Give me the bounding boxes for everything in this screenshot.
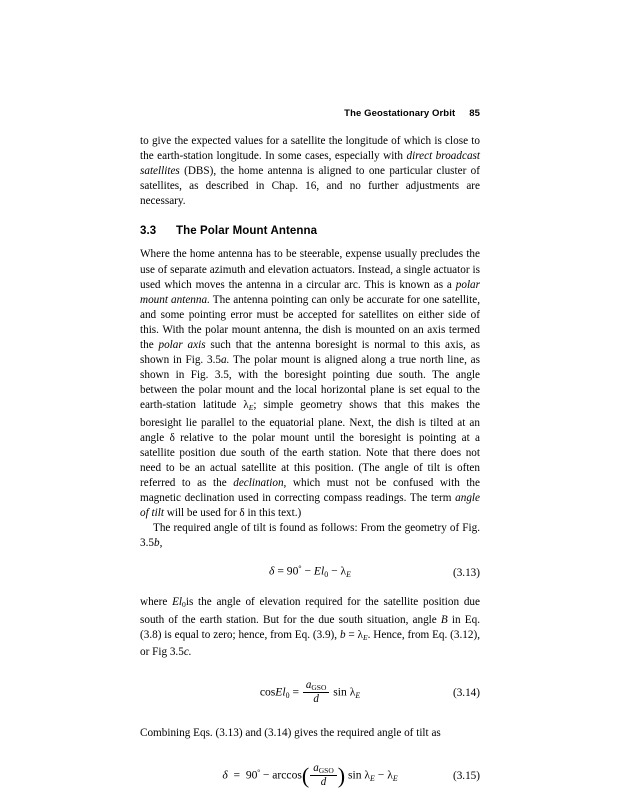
eq13-lambda-sub: E — [346, 570, 351, 580]
eq13-el-sub: 0 — [324, 570, 329, 580]
para2-text-c: such that the antenna boresight is normal to this axis, as shown in Fig. 3.5 — [140, 339, 481, 367]
para3-text-a: The required angle of tilt is found as follows: From the geometry of Fig. 3.5 — [140, 522, 480, 550]
eq13-delta: δ — [269, 565, 275, 579]
equation-3-15-number: (3.15) — [452, 770, 480, 783]
eq15-sin: sin — [347, 768, 362, 782]
eq15-arccos: arccos — [272, 768, 302, 782]
equation-3-14-body — [140, 680, 480, 706]
para2-emph-3: a. — [221, 354, 230, 367]
para4-text-e: . Hence, from Eq. (3.12), or Fig 3.5 — [140, 628, 480, 658]
para2-text-f: which must not be confused with the magnetic declination used in correcting compass readings. The term — [140, 477, 480, 505]
para4-emph-3: b — [339, 628, 346, 641]
paragraph-required-tilt — [140, 521, 480, 551]
eq14-el-sub: 0 — [285, 691, 290, 700]
equation-3-14 — [140, 680, 480, 706]
eq13-value-90: 90 — [286, 565, 299, 579]
eq13-el: El — [313, 565, 325, 579]
eq14-sin: sin — [333, 685, 347, 699]
eq15-value-90: 90 — [245, 768, 258, 782]
para2-emph-2: polar axis — [158, 339, 206, 352]
eq14-equals: = — [292, 685, 299, 699]
eq13-minus-1: − — [304, 565, 311, 579]
eq15-lambda-1: λ — [364, 768, 371, 782]
paragraph-elevation-note — [140, 595, 480, 660]
eq15-frac-num-a: a — [313, 762, 319, 775]
equation-3-13-body — [140, 564, 480, 579]
para4-text-a: where — [140, 596, 173, 609]
eq13-minus-2: − — [331, 565, 338, 579]
para4-sub-1: 0 — [182, 600, 186, 610]
para2-emph-5: angle of tilt — [140, 492, 480, 520]
eq14-el: El — [275, 685, 286, 699]
equation-3-15-body — [140, 763, 480, 789]
para2-text-g: will be used for δ in this text.) — [163, 507, 302, 520]
eq15-lambda-2-sub: E — [392, 774, 398, 784]
paragraph-polar-mount — [140, 247, 480, 521]
eq13-lambda: λ — [340, 565, 347, 579]
eq14-frac-num-a: a — [305, 678, 312, 691]
para4-sub-2: E — [362, 632, 368, 642]
section-number: 3.3 — [140, 225, 157, 238]
eq14-frac-num-sub: GSO — [311, 683, 327, 693]
equation-3-15 — [140, 763, 480, 789]
equation-3-13 — [140, 564, 480, 582]
page-header — [140, 108, 480, 119]
para2-emph-4: declination, — [233, 477, 287, 489]
paragraph-intro-text-b: (DBS), the home antenna is aligned to one particular cluster of satellites, as described in Chap. 16, and no further adjustments are necessary. — [140, 165, 480, 208]
eq14-fraction — [303, 679, 330, 705]
eq15-lambda-2: λ — [387, 768, 393, 782]
eq15-minus-2: − — [377, 768, 385, 782]
eq15-minus-1: − — [262, 768, 270, 782]
equation-3-13-number: (3.13) — [452, 567, 480, 580]
para2-text-a: Where the home antenna has to be steerable, expense usually precludes the use of separate azimuth and elevation actuators. Instead, a single actuator is used which moves the antenna in a circular arc. This is known as a — [140, 248, 480, 291]
section-title: The Polar Mount Antenna — [176, 225, 318, 238]
para4-text-d: = λ — [345, 628, 363, 641]
eq15-fraction — [310, 762, 337, 788]
eq15-paren-open: ( — [301, 763, 310, 789]
eq15-degree: º — [257, 768, 260, 778]
running-title: The Geostationary Orbit — [344, 108, 456, 119]
para4-emph-2: B — [440, 613, 448, 626]
para5-text: Combining Eqs. (3.13) and (3.14) gives the required angle of tilt as — [140, 727, 441, 740]
para2-text-e: ; simple geometry shows that this makes the boresight lie parallel to the equatorial plane. Next, the dish is tilted at an angle δ relative to the polar mount until the boresight is pointing at a satellite position due south of the earth station. Note that there does not need to be an actual satellite at this position. (The angle of tilt is often referred to as the — [140, 399, 480, 489]
page-content — [140, 134, 480, 789]
eq15-equals: = — [233, 768, 241, 782]
eq14-fraction-numerator — [303, 679, 330, 692]
eq14-lambda: λ — [349, 685, 356, 699]
eq13-equals: = — [277, 565, 284, 579]
para2-text-b: The antenna pointing can only be accurate for one satellite, and some pointing error must be accepted for satellites on either side of this. With the polar mount antenna, the dish is mounted on an axis termed the — [140, 293, 480, 352]
equation-3-14-number: (3.14) — [452, 687, 480, 700]
paragraph-intro-emph-1: direct broadcast satellites — [140, 150, 481, 178]
eq14-fraction-denominator: d — [303, 692, 330, 705]
eq15-delta: δ — [222, 768, 228, 782]
eq15-frac-num-sub: GSO — [318, 766, 334, 776]
para4-text-c: in Eq. (3.8) is equal to zero; hence, from Eq. (3.9), — [140, 613, 481, 641]
para2-emph-1: polar mount antenna. — [140, 278, 480, 306]
eq15-fraction-denominator: d — [310, 775, 337, 788]
para3-emph-1: b, — [153, 537, 163, 550]
section-heading — [140, 225, 480, 237]
eq13-degree: ° — [298, 564, 302, 574]
eq15-fraction-numerator — [310, 762, 337, 775]
page-number: 85 — [469, 108, 480, 119]
para4-emph-4: c. — [183, 646, 192, 658]
paragraph-intro — [140, 134, 480, 209]
paragraph-intro-text-a: to give the expected values for a satellite the longitude of which is close to the earth-station longitude. In some cases, especially with — [140, 135, 480, 163]
eq14-lambda-sub: E — [355, 691, 361, 700]
para2-text-d: The polar mount is aligned along a true north line, as shown in Fig. 3.5, with the boresight pointing due south. The angle between the polar mount and the local horizontal plane is set equal to the earth-station latitude λ — [140, 354, 480, 412]
para4-text-b: is the angle of elevation required for the satellite position due south of the earth station. But for the due south situation, angle — [140, 596, 480, 626]
para2-sub-1: E — [248, 403, 254, 413]
eq14-cos: cos — [259, 685, 276, 699]
eq15-paren-close: ) — [337, 763, 346, 789]
paragraph-combining — [140, 726, 480, 741]
para4-emph-1: El — [172, 596, 183, 609]
eq15-lambda-1-sub: E — [370, 774, 375, 784]
